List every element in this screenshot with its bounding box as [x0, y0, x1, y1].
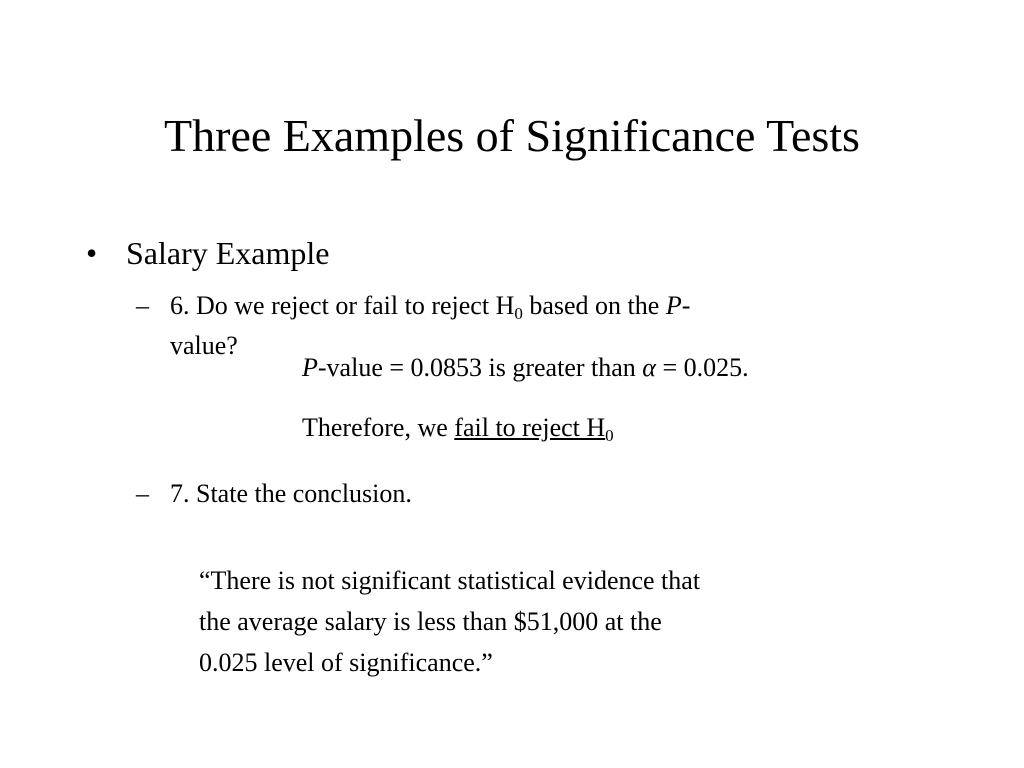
fail-to-reject-text: fail to reject H — [454, 413, 606, 442]
bullet-salary-example — [86, 233, 329, 273]
conclusion-line-1: “There is not significant statistical evidence that — [199, 566, 701, 595]
conclusion-quote — [199, 560, 899, 683]
item6-text-end: - — [681, 291, 691, 320]
pvalue-italic-p: P — [302, 353, 318, 382]
sub-item-7-text: 7. State the conclusion. — [170, 479, 412, 508]
therefore-text: Therefore, we — [302, 413, 455, 442]
item6-text-start: 6. Do we reject or fail to reject H — [170, 291, 515, 320]
h0-subscript-2: 0 — [605, 426, 614, 445]
bullet-point: • — [86, 235, 98, 271]
therefore-statement — [302, 409, 614, 447]
pvalue-text-end: = 0.025. — [655, 353, 749, 382]
dash-marker-2: – — [136, 479, 149, 508]
conclusion-line-3: 0.025 level of significance.” — [199, 648, 493, 677]
alpha-symbol: α — [642, 353, 656, 382]
slide-title: Three Examples of Significance Tests — [164, 110, 860, 161]
dash-marker: – — [136, 291, 149, 320]
bullet-label: Salary Example — [126, 235, 330, 271]
item6-text-mid: based on the — [522, 291, 666, 320]
h0-subscript: 0 — [514, 304, 523, 323]
item6-italic-p: P — [665, 291, 682, 320]
pvalue-statement — [302, 349, 749, 387]
conclusion-line-2: the average salary is less than $51,000 at the — [199, 607, 662, 636]
sub-item-6-line2: value? — [170, 331, 238, 360]
sub-item-6-text — [170, 287, 690, 325]
pvalue-text: -value = 0.0853 is greater than — [317, 353, 643, 382]
fail-to-reject-underlined — [454, 413, 614, 445]
